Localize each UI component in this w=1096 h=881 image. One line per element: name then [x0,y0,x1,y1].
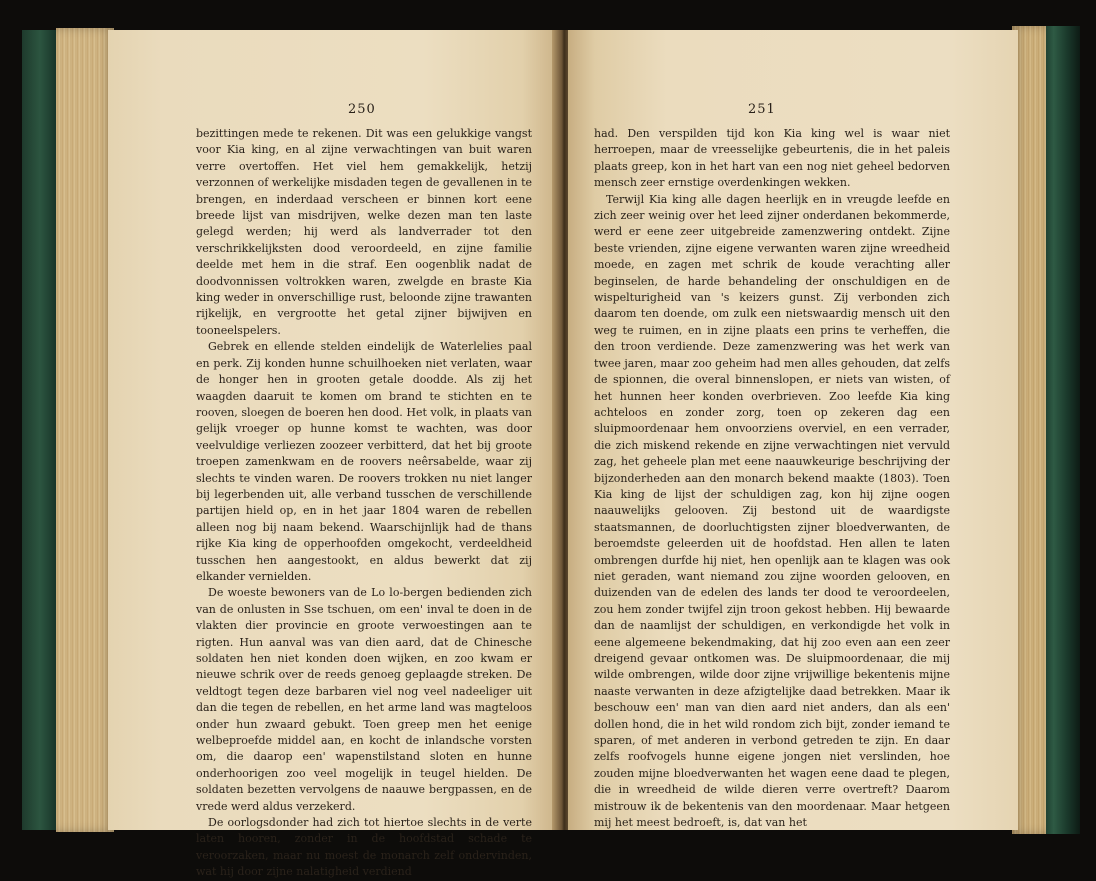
left-page [108,30,558,879]
paragraph: Terwijl Kia king alle dagen heerlijk en in vreugde leefde en zich zeer weinig over het leed zijner onderdanen bekommerde, werd er eene zeer uitgebreide zamenzwering ontdekt. Zijne beste vrienden, zijne eigene verwanten waren zijne wreedheid moede, en zagen met schrik de koude verachting aller beginselen, de harde behandeling der onschuldigen en de wispelturigheid van 's keizers gunst. Zij verbonden zich daarom ten doende, om zulk een nietswaardig mensch uit den weg te ruimen, en in zijne plaats een prins te verheffen, die den troon verdiende. Deze zamenzwering was het werk van twee jaren, maar zoo geheim had men alles gehouden, dat zelfs de spionnen, die overal binnenslopen, er niets van wisten, of het hunnen heer konden overbrieven. Zoo leefde Kia king achteloos en zonder zorg, toen op zekeren dag een sluipmoordenaar hem onvoorziens overviel, en een verrader, die zich miskend rekende en zijne verwachtingen niet vervuld zag, het geheele plan met eene naauwkeurige beschrijving der bijzonderheden aan den monarch bekend maakte (1803). Toen Kia king de lijst der schuldigen zag, kon hij zijne oogen naauwelijks gelooven. Zij bestond uit de waardigste staatsmannen, de doorluchtigsten zijner bloedverwanten, de beroemdste geleerden uit de hoofdstad. Hen allen te laten ombrengen durfde hij niet, hen openlijk aan te klagen was ook niet geraden, want niemand zou zijne woorden gelooven, en duizenden van de edelen des lands ter dood te veroordeelen, zou hem zonder twijfel zijn troon gekost hebben. Hij bewaarde dan de naamlijst der schuldigen, en verkondigde het volk in eene algemeene bekendmaking, dat hij zoo even aan een zeer dreigend gevaar ontkomen was. De sluipmoordenaar, die mij wilde ombrengen, wilde door zijne vrijwillige bekentenis mijne naaste verwanten in deze afzigtelijke daad betrekken. Maar ik beschouw een' man van dien aard niet anders, dan als een' dollen hond, die in het wild rondom zich bijt, zonder iemand te sparen, of met anderen in verbond getreden te zijn. En daar zelfs roofvogels hunne eigene jongen niet verslinden, hoe zouden mijne bloedverwanten het wagen eene daad te plegen, die in wreedheid de wilde dieren verre overtreft? Daarom mistrouw ik de bekentenis van den moordenaar. Maar hetgeen mij het meest bedroeft, is, dat van het [594,192,950,830]
paragraph: De oorlogsdonder had zich tot hiertoe slechts in de verte laten hooren, zonder in de hoofdstad schade te veroorzaken, maar nu moest de monarch zelf ondervinden, wat hij door zijne nalatigheid verdiend [196,816,532,879]
left-page-text [196,126,532,881]
page-edges-left [56,28,114,832]
right-page-text [594,126,950,831]
paragraph: De woeste bewoners van de Lo lo-bergen bedienden zich van de onlusten in Sse tschuen, om een' inval te doen in de vlakten dier provincie en groote verwoestingen aan te rigten. Hun aanval was van dien aard, dat de Chinesche soldaten hen niet konden doen wijken, en zoo kwam er nieuwe schrik over de reeds genoeg geplaagde streken. De veldtogt tegen deze barbaren viel nog veel nadeeliger uit dan die tegen de rebellen, en het arme land was magteloos onder hun zwaard gebukt. Toen greep men het eenige welbeproefde middel aan, en kocht de inlandsche vorsten om, die daarop een' wapenstilstand sloten en hunne onderhoorigen zoo veel mogelijk in teugel hielden. De soldaten bezetten vervolgens de naauwe bergpassen, en de vrede werd aldus verzekerd. [196,586,532,813]
right-page [568,30,1018,830]
paragraph: had. Den verspilden tijd kon Kia king wel is waar niet herroepen, maar de vreesselijke gebeurtenis, die in het paleis plaats greep, kon in het hart van een nog niet geheel bedorven mensch zeer ernstige overdenkingen wekken. [594,127,950,190]
page-number-left: 250 [348,102,376,117]
page-number-right: 251 [748,102,776,117]
paragraph: bezittingen mede te rekenen. Dit was een gelukkige vangst voor Kia king, en al zijne verwachtingen van buit waren verre overtoffen. Het viel hem gemakkelijk, hetzij verzonnen of werkelijke misdaden tegen de gevallenen in te brengen, en inderdaad verscheen er binnen kort eene breede lijst van misdrijven, welke dezen man ten laste gelegd werden; hij werd als landverrader tot den verschrikkelijksten dood veroordeeld, en zijne familie deelde met hem in die straf. Een oogenblik nadat de doodvonnissen voltrokken waren, zwelgde en braste Kia king weder in onverschillige rust, beloonde zijne trawanten rijkelijk, en vergrootte het getal zijner bijwijven en tooneelspelers. [196,127,532,337]
paragraph: Gebrek en ellende stelden eindelijk de Waterlelies paal en perk. Zij konden hunne schuilhoeken niet verlaten, waar de honger hen in grooten getale doodde. Als zij het waagden daaruit te komen om brand te stichten en te rooven, sloegen de boeren hen dood. Het volk, in plaats van gelijk vroeger op hunne komst te wachten, was door veelvuldige verliezen zoozeer verbitterd, dat het bij groote troepen zamenkwam en de roovers neêrsabelde, waar zij slechts te vinden waren. De roovers trokken nu niet langer bij legerbenden uit, alle verband tusschen de verschillende partijen hield op, en in het jaar 1804 waren de rebellen alleen nog bij naam bekend. Waarschijnlijk had de thans rijke Kia king de opperhoofden omgekocht, verdeeldheid tusschen hen aangestookt, en aldus bewerkt dat zij elkander vernielden. [196,340,532,583]
